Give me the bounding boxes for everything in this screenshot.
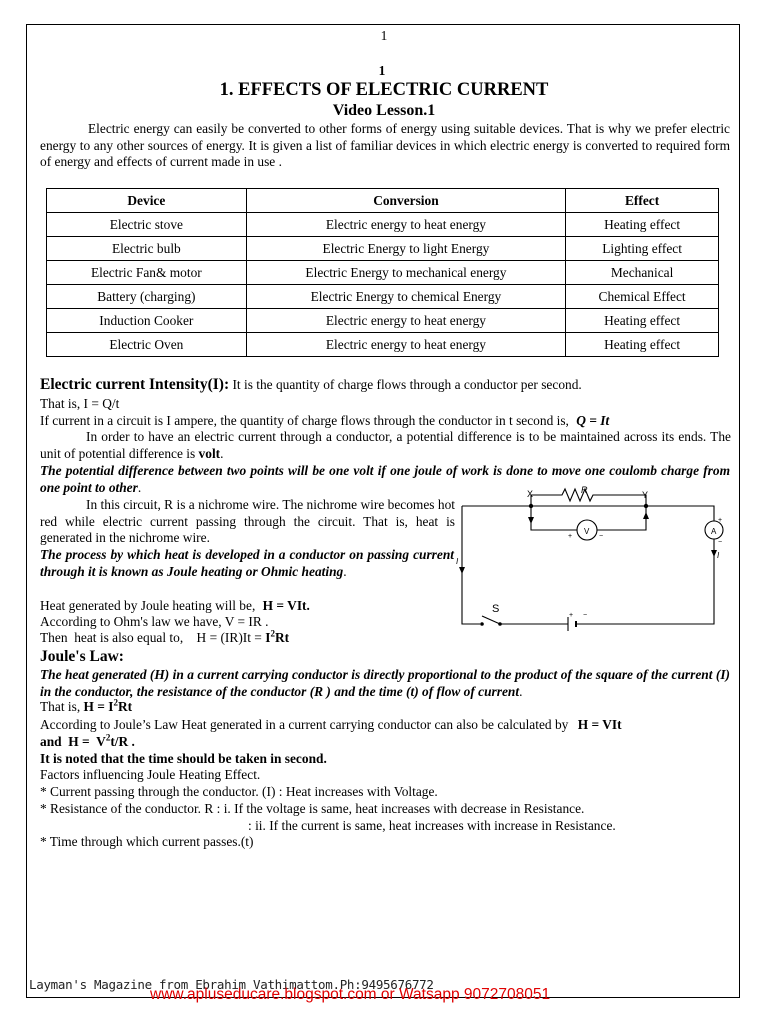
label-y: Y (642, 490, 649, 500)
joules-law-formula-line: That is, $H = I^2Rt$ (40, 697, 133, 714)
voltmeter-minus: − (599, 533, 604, 540)
table-cell-effect: Heating effect (566, 309, 719, 333)
table-cell-device: Induction Cooker (47, 309, 247, 333)
website-link[interactable]: www.apluseducare.blogspot.com or Watsapp 9072708051 (150, 986, 551, 1003)
page-subtitle: Video Lesson.1 (332, 102, 436, 119)
intensity-line (40, 377, 740, 394)
battery-plus: + (569, 612, 574, 619)
table-row (47, 213, 719, 237)
circuit-diagram (452, 484, 736, 636)
label-v: V (584, 527, 590, 536)
voltmeter-lead-left (531, 506, 577, 530)
table-cell-effect: Heating effect (566, 213, 719, 237)
joules-law-vit: H = VIt (577, 717, 622, 732)
switch-pivot (480, 622, 484, 626)
voltmeter-lead-right (597, 506, 646, 530)
ammeter-minus: − (718, 539, 723, 546)
label-i-right: I (717, 551, 720, 560)
table-row (47, 309, 719, 333)
joules-law-v2-formula-a: H = V (68, 734, 106, 749)
joules-law-that-is: That is, (40, 699, 81, 714)
resistor-r (531, 489, 649, 506)
circuit-wire-left (462, 506, 480, 624)
table-header-cell: Conversion (246, 189, 565, 213)
table-cell-device: Electric stove (47, 213, 247, 237)
table-cell-conversion: Electric energy to heat energy (246, 333, 565, 357)
table-cell-effect: Chemical Effect (566, 285, 719, 309)
volt-definition: The potential difference between two points will be one volt if one joule of work is done to move one coulomb charge from one point to other. (40, 463, 730, 495)
joules-law-v2-line: and $H = V^2t/R$ . (40, 732, 135, 749)
factors-title: Factors influencing Joule Heating Effect. (40, 767, 261, 782)
pd-paragraph: In order to have an electric current through a conductor, a potential difference is to be maintained across its ends. The unit of potential difference is volt. (40, 429, 731, 461)
heat-i2rt-text: Then heat is also equal to, H = (IR)It = (40, 630, 266, 645)
battery-minus: − (583, 612, 588, 619)
intensity-heading: Electric current Intensity(I): (40, 376, 230, 393)
charge-formula-line (40, 413, 740, 430)
table-cell-conversion: Electric Energy to chemical Energy (246, 285, 565, 309)
voltmeter-plus: + (568, 533, 573, 540)
table-header-row (47, 189, 719, 213)
switch-contact (498, 622, 502, 626)
circuit-wire-top (462, 506, 714, 521)
table-cell-conversion: Electric Energy to mechanical energy (246, 261, 565, 285)
label-s: S (492, 603, 500, 615)
joules-law-according: According to Joule’s Law Heat generated in a current carrying conductor can also be calculated by (40, 717, 569, 732)
table-cell-effect: Heating effect (566, 333, 719, 357)
intro-paragraph: Electric energy can easily be converted to other forms of energy using suitable devices. That is why we prefer electric energy to any other sources of energy. It is given a list of familiar devices in which electric energy is converted to required form of energy and effects of current made in use . (40, 121, 730, 170)
ammeter-plus: + (718, 517, 723, 524)
table-cell-device: Electric bulb (47, 237, 247, 261)
factor-current: * Current passing through the conductor. (I) : Heat increases with Voltage. (40, 784, 438, 799)
title-number: 1 (378, 63, 386, 78)
circuit-description: In this circuit, R is a nichrome wire. The nichrome wire becomes hot red while electric current passing through the circuit. That is, heat is generated in the nichrome wire. (40, 497, 455, 546)
table-row (47, 261, 719, 285)
charge-formula: Q = It (576, 413, 610, 428)
pd-text: In order to have an electric current through a conductor, a potential difference is to be maintained across its ends. The unit of potential difference is (40, 429, 731, 461)
factor-time: * Time through which current passes.(t) (40, 834, 254, 849)
magazine-credit: Layman's Magazine from Ebrahim Vathimattom.Ph:9495676772 (29, 977, 434, 992)
heat-vit-formula: H = VIt. (262, 598, 310, 613)
label-x: X (527, 489, 534, 499)
label-a: A (711, 527, 717, 536)
heat-vit-label: Heat generated by Joule heating will be, (40, 598, 256, 613)
intensity-that-is: That is, I = Q/t (40, 396, 120, 411)
circuit-wire-right (577, 539, 714, 624)
junction-x (529, 504, 533, 508)
heat-i2rt-formula-rt: Rt (274, 630, 290, 645)
junction-y (644, 504, 648, 508)
intensity-definition: It is the quantity of charge flows through a conductor per second. (229, 377, 582, 392)
joules-law-statement-text: The heat generated (H) in a current carrying conductor is directly proportional to the product of the square of the current (I) in the conductor, the resistance of the conductor (R ) and the time (t) of flow of current (40, 667, 730, 699)
joule-heating-definition: The process by which heat is developed in a conductor on passing current through it is known as Joule heating or Ohmic heating. (40, 547, 454, 579)
arrow-icon (643, 512, 649, 519)
pd-unit: volt (198, 445, 221, 461)
arrow-icon (528, 517, 534, 524)
table-cell-effect: Lighting effect (566, 237, 719, 261)
switch-lever (482, 616, 500, 624)
joules-law-v2-formula-b: t/R . (110, 734, 135, 749)
joules-law-formula-rt: Rt (117, 699, 133, 714)
heat-vit-line (40, 598, 460, 615)
table-cell-conversion: Electric Energy to light Energy (246, 237, 565, 261)
joules-law-vit-line (40, 717, 740, 734)
volt-definition-text: The potential difference between two points will be one volt if one joule of work is done to move one coulomb charge from one point to other (40, 463, 730, 495)
ohms-law-line: According to Ohm's law we have, V = IR . (40, 614, 269, 629)
table-cell-conversion: Electric energy to heat energy (246, 213, 565, 237)
table-row (47, 285, 719, 309)
joule-heating-definition-text: The process by which heat is developed in a conductor on passing current through it is known as Joule heating or Ohmic heating (40, 547, 454, 579)
table-cell-conversion: Electric energy to heat energy (246, 309, 565, 333)
joules-law-formula-h: H = I (83, 699, 114, 714)
table-row (47, 237, 719, 261)
table-cell-device: Electric Oven (47, 333, 247, 357)
table-cell-device: Electric Fan& motor (47, 261, 247, 285)
table-cell-effect: Mechanical (566, 261, 719, 285)
table-row (47, 333, 719, 357)
page-number-top: 1 (380, 28, 388, 43)
time-note: It is noted that the time should be taken in second. (40, 751, 327, 766)
arrow-icon (459, 567, 465, 574)
joules-law-heading: Joule's Law: (40, 648, 124, 665)
joules-law-statement: The heat generated (H) in a current carrying conductor is directly proportional to the product of the square of the current (I) in the conductor, the resistance of the conductor (R ) and the time (t) of flow of current. (40, 667, 730, 699)
table-header-cell: Device (47, 189, 247, 213)
label-i-left: I (456, 557, 459, 566)
heat-i2rt-formula-i: I (265, 630, 271, 645)
factor-resistance-a: * Resistance of the conductor. R : i. If the voltage is same, heat increases with decrease in Resistance. (40, 801, 585, 816)
table-cell-device: Battery (charging) (47, 285, 247, 309)
label-r: R (581, 485, 588, 495)
table-header-cell: Effect (566, 189, 719, 213)
factor-resistance-b: : ii. If the current is same, heat increases with increase in Resistance. (248, 818, 616, 833)
joules-law-and: and (40, 734, 62, 749)
page-title: 1. EFFECTS OF ELECTRIC CURRENT (219, 80, 549, 100)
charge-formula-text: If current in a circuit is I ampere, the quantity of charge flows through the conductor in t second is, (40, 413, 569, 428)
heat-i2rt-line: Then heat is also equal to, $H = (IR)It = I^2Rt$ (40, 628, 290, 645)
devices-table (46, 188, 719, 357)
